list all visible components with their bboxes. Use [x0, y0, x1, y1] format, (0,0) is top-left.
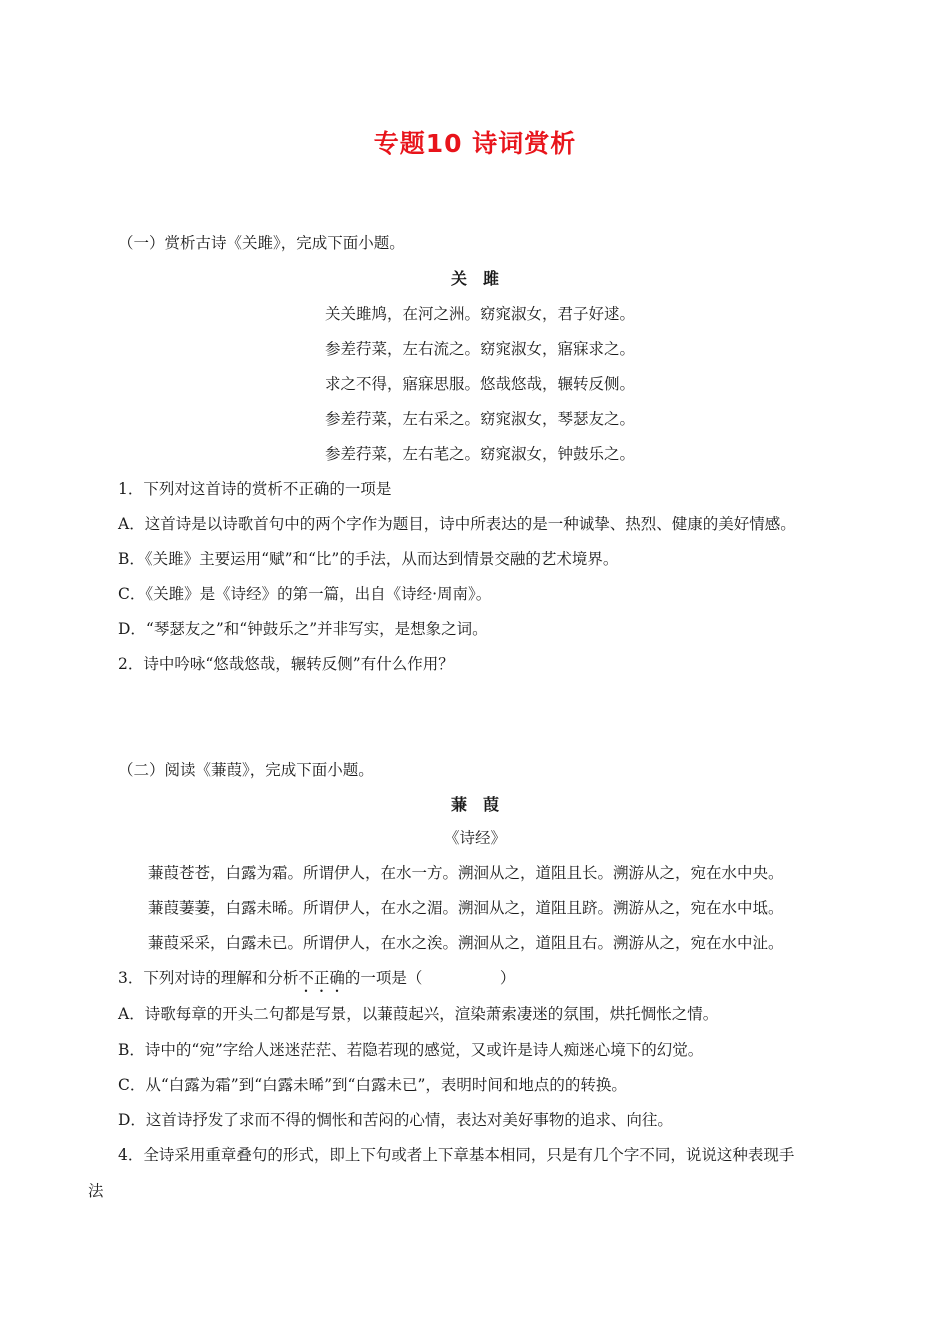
- question-3-option-b: B．诗中的“宛”字给人迷迷茫茫、若隐若现的感觉，又或许是诗人痴迷心境下的幻觉。: [118, 1041, 704, 1059]
- section1-poem-line: 参差荇菜，左右芼之。窈窕淑女，钟鼓乐之。: [325, 445, 636, 463]
- question-3-emphasis: 不正确: [298, 969, 345, 987]
- question-3-prefix: 3．下列对诗的理解和分析: [118, 969, 299, 987]
- question-3-suffix: 的一项是（ ）: [344, 969, 516, 987]
- section1-poem-line: 求之不得，寤寐思服。悠哉悠哉，辗转反侧。: [325, 375, 636, 393]
- question-1: 1．下列对这首诗的赏析不正确的一项是: [118, 480, 392, 498]
- question-3-option-d: D．这首诗抒发了求而不得的惆怅和苦闷的心情，表达对美好事物的追求、向往。: [118, 1111, 673, 1129]
- section1-poem-line: 参差荇菜，左右流之。窈窕淑女，寤寐求之。: [325, 340, 636, 358]
- question-1-option-b: B．《关雎》主要运用“赋”和“比”的手法，从而达到情景交融的艺术境界。: [118, 550, 619, 568]
- question-1-option-c: C．《关雎》是《诗经》的第一篇，出自《诗经·周南》。: [118, 585, 492, 603]
- question-1-option-a: A．这首诗是以诗歌首句中的两个字作为题目，诗中所表达的是一种诚挚、热烈、健康的美好情感。: [118, 515, 796, 533]
- question-3-option-a: A．诗歌每章的开头二句都是写景，以蒹葭起兴，渲染萧索凄迷的氛围，烘托惆怅之情。: [118, 1005, 719, 1023]
- question-4-line-1: 4．全诗采用重章叠句的形式，即上下句或者上下章基本相同，只是有几个字不同，说说这种表现手: [118, 1146, 795, 1164]
- section2-intro: （二）阅读《蒹葭》，完成下面小题。: [118, 761, 374, 779]
- section2-poem-line: 蒹葭采采，白露未已。所谓伊人，在水之涘。溯洄从之，道阻且右。溯游从之，宛在水中沚。: [148, 934, 784, 952]
- section1-poem-line: 参差荇菜，左右采之。窈窕淑女，琴瑟友之。: [325, 410, 636, 428]
- section2-poem-line: 蒹葭萋萋，白露未晞。所谓伊人，在水之湄。溯洄从之，道阻且跻。溯游从之，宛在水中坻。: [148, 899, 784, 917]
- section2-poem-title: 蒹 葭: [450, 795, 499, 814]
- section1-intro: （一）赏析古诗《关雎》，完成下面小题。: [118, 234, 405, 252]
- section1-poem-line: 关关雎鸠，在河之洲。窈窕淑女，君子好逑。: [325, 305, 636, 323]
- section1-poem-title: 关 雎: [450, 269, 499, 288]
- question-4-line-2: 法: [88, 1182, 104, 1200]
- question-3-option-c: C．从“白露为霜”到“白露未晞”到“白露未已”，表明时间和地点的的转换。: [118, 1076, 627, 1094]
- section2-poem-line: 蒹葭苍苍，白露为霜。所谓伊人，在水一方。溯洄从之，道阻且长。溯游从之，宛在水中央。: [148, 864, 784, 882]
- question-2: 2．诗中吟咏“悠哉悠哉，辗转反侧”有什么作用？: [118, 655, 454, 673]
- question-1-option-d: D．“琴瑟友之”和“钟鼓乐之”并非写实，是想象之词。: [118, 620, 488, 638]
- question-3: [118, 968, 515, 996]
- section2-poem-source: 《诗经》: [443, 829, 506, 847]
- page-title: 专题10 诗词赏析: [373, 129, 577, 158]
